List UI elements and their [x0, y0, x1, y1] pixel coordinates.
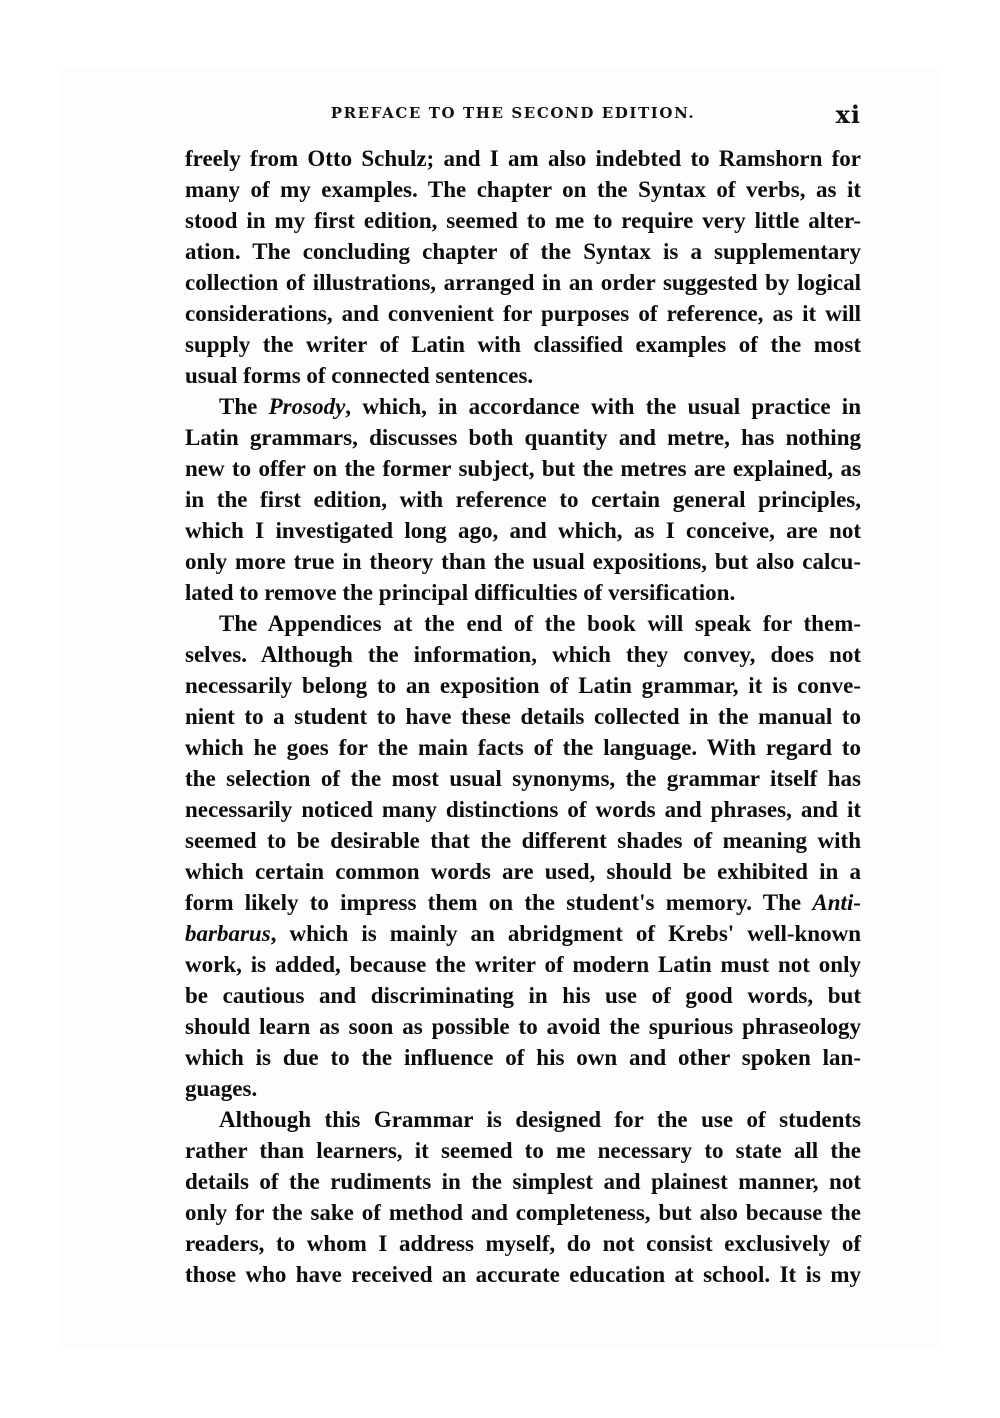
text-line: seemed to be desirable that the different shades of meaning with: [185, 828, 861, 853]
text-line: selves. Although the information, which they convey, does not: [185, 642, 861, 667]
text-line: freely from Otto Schulz; and I am also indebted to Ramshorn for: [185, 146, 861, 171]
text-line: only more true in theory than the usual expositions, but also calcu-: [185, 549, 861, 574]
italic-term-antibarbarus: Anti-: [812, 890, 861, 915]
text-line: stood in my first edition, seemed to me to require very little alter-: [185, 208, 861, 233]
text-line: Although this Grammar is designed for the use of students: [219, 1107, 861, 1132]
text-line: in the first edition, with reference to certain general principles,: [185, 487, 861, 512]
text-run: , which, in accordance with the usual practice in: [345, 394, 861, 419]
text-line: those who have received an accurate education at school. It is my: [185, 1262, 861, 1287]
text-line: The Appendices at the end of the book will speak for them-: [219, 611, 861, 636]
text-line: which he goes for the main facts of the language. With regard to: [185, 735, 861, 760]
italic-term-antibarbarus: barbarus: [185, 921, 271, 946]
text-line: Latin grammars, discusses both quantity and metre, has nothing: [185, 425, 861, 450]
text-run: form likely to impress them on the student's memory. The: [185, 890, 813, 915]
text-line: usual forms of connected sentences.: [185, 363, 534, 388]
body-text: [185, 143, 861, 1290]
running-title: PREFACE TO THE SECOND EDITION.: [330, 104, 696, 122]
text-line: new to offer on the former subject, but the metres are explained, as: [185, 456, 861, 481]
text-line: readers, to whom I address myself, do not consist exclusively of: [185, 1231, 861, 1256]
text-line: necessarily belong to an exposition of Latin grammar, it is conve-: [185, 673, 861, 698]
text-run: , which is mainly an abridgment of Krebs' well-known: [270, 921, 861, 946]
text-run: The: [219, 394, 269, 419]
text-line: supply the writer of Latin with classified examples of the most: [185, 332, 861, 357]
text-line: which certain common words are used, should be exhibited in a: [185, 859, 861, 884]
text-line: [185, 391, 861, 422]
paragraph-continued: [185, 143, 861, 391]
page-number: xi: [835, 100, 861, 129]
paragraph-grammar-purpose: [185, 1104, 861, 1290]
text-line: lated to remove the principal difficulties of versification.: [185, 580, 736, 605]
text-line: many of my examples. The chapter on the Syntax of verbs, as it: [185, 177, 861, 202]
paragraph-prosody: [185, 391, 861, 608]
text-line: nient to a student to have these details collected in the manual to: [185, 704, 861, 729]
text-line: necessarily noticed many distinctions of words and phrases, and it: [185, 797, 861, 822]
text-line: [185, 918, 861, 949]
text-line: guages.: [185, 1076, 258, 1101]
text-line: collection of illustrations, arranged in an order suggested by logical: [185, 270, 861, 295]
text-line: rather than learners, it seemed to me necessary to state all the: [185, 1138, 861, 1163]
text-line: considerations, and convenient for purposes of reference, as it will: [185, 301, 861, 326]
text-line: details of the rudiments in the simplest and plainest manner, not: [185, 1169, 861, 1194]
text-line: work, is added, because the writer of modern Latin must not only: [185, 952, 861, 977]
paragraph-appendices: [185, 608, 861, 1104]
text-line: should learn as soon as possible to avoid the spurious phraseology: [185, 1014, 861, 1039]
text-line: only for the sake of method and completeness, but also because the: [185, 1200, 861, 1225]
text-line: the selection of the most usual synonyms, the grammar itself has: [185, 766, 861, 791]
italic-term-prosody: Prosody: [268, 394, 346, 419]
text-line: ation. The concluding chapter of the Syntax is a supplementary: [185, 239, 861, 264]
text-line: which is due to the influence of his own and other spoken lan-: [185, 1045, 861, 1070]
running-head: [185, 100, 861, 130]
text-line: which I investigated long ago, and which, as I conceive, are not: [185, 518, 861, 543]
text-line: be cautious and discriminating in his use of good words, but: [185, 983, 861, 1008]
text-line: [185, 887, 861, 918]
